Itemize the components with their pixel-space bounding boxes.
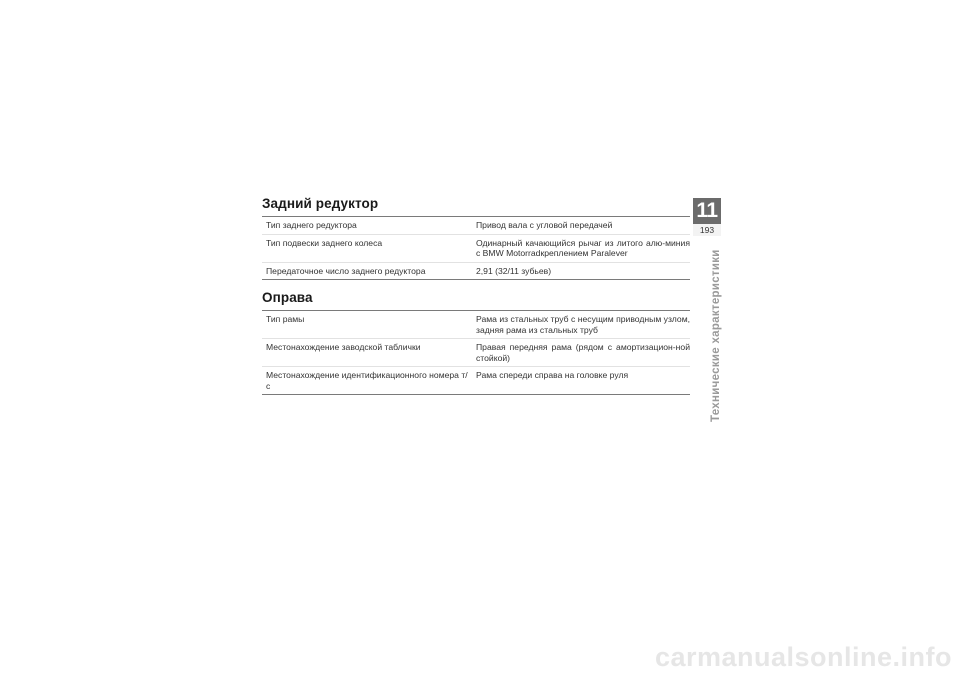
table-row <box>262 367 690 395</box>
spec-value: Привод вала с угловой передачей <box>472 217 690 235</box>
table-row <box>262 217 690 235</box>
spec-label: Тип рамы <box>262 311 472 339</box>
spec-label: Тип заднего редуктора <box>262 217 472 235</box>
spec-value: Правая передняя рама (рядом с амортизацион-ной стойкой) <box>472 339 690 367</box>
table-row <box>262 262 690 280</box>
spec-value: Одинарный качающийся рычаг из литого алю-миния с BMW Motorradкреплением Paralever <box>472 234 690 262</box>
page-number: 193 <box>693 224 721 236</box>
spec-label: Местонахождение заводской таблички <box>262 339 472 367</box>
section-title-frame: Оправа <box>262 290 313 305</box>
chapter-number: 11 <box>696 199 718 222</box>
spec-value: Рама из стальных труб с несущим приводным узлом, задняя рама из стальных труб <box>472 311 690 339</box>
spec-content <box>262 196 690 395</box>
chapter-side-title: Технические характеристики <box>710 249 722 422</box>
frame-spec-table <box>262 310 690 395</box>
spec-value: 2,91 (32/11 зубьев) <box>472 262 690 280</box>
rear-gearbox-spec-table <box>262 216 690 280</box>
spec-value: Рама спереди справа на головке руля <box>472 367 690 395</box>
spec-label: Передаточное число заднего редуктора <box>262 262 472 280</box>
table-row <box>262 311 690 339</box>
spec-label: Местонахождение идентификационного номера т/с <box>262 367 472 395</box>
section-title-rear-gearbox: Задний редуктор <box>262 196 379 211</box>
table-row <box>262 234 690 262</box>
spec-label: Тип подвески заднего колеса <box>262 234 472 262</box>
chapter-tab <box>693 198 721 236</box>
watermark: carmanualsonline.info <box>654 642 952 672</box>
table-row <box>262 339 690 367</box>
